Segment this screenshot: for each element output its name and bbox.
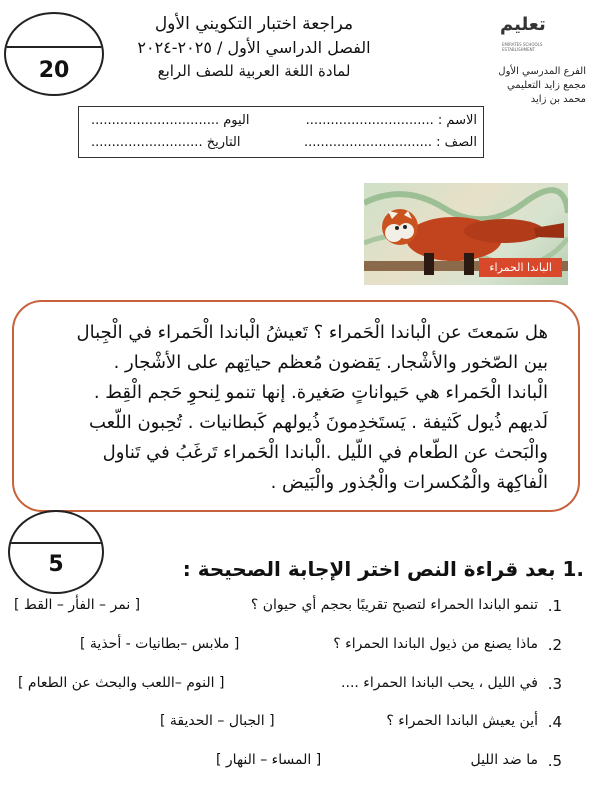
question-number: .2: [547, 636, 562, 654]
question-number: .5: [547, 752, 562, 770]
student-info-box: [78, 106, 484, 158]
school-logo: [490, 10, 600, 110]
reading-passage: [12, 300, 580, 512]
question-text: أين يعيش الباندا الحمراء ؟: [386, 713, 538, 729]
term-line: الفصل الدراسي الأول / ٢٠٢٥-٢٠٢٤: [137, 38, 371, 57]
logo-branch: الفرع المدرسي الأول: [498, 66, 586, 77]
passage-line: الْفاكِهة والْمُكسرات والْجُذور والْبَيض .: [270, 472, 548, 493]
passage-line: الْباندا الْحَمراء هي حَيواناتٍ صَغيرة. إنها تنمو لِنحوِ حَجم الْقِط .: [93, 382, 548, 403]
questions-title: .1 بعد قراءة النص اختر الإجابة الصحيحة :: [182, 557, 584, 581]
passage-line: هل سَمعتَ عن الْباندا الْحَمراء ؟ تَعيشُ الْباندا الْحَمراء في الْجِبال: [76, 322, 548, 343]
logo-complex: مجمع زايد التعليمي: [506, 80, 586, 91]
question-options[interactable]: [ المساء – النهار ]: [216, 752, 322, 768]
class-field[interactable]: الصف : ...............................: [303, 135, 477, 150]
question-options[interactable]: [ ملابس –بطانيات - أحذية ]: [80, 636, 240, 652]
passage-line: والْبَحث عن الطّعام في اللّيل .الْباندا الْحَمراء تَرغَبُ في تَناول: [102, 442, 548, 463]
subject-line: لمادة اللغة العربية للصف الرابع: [157, 62, 351, 80]
question-number: .4: [547, 713, 562, 731]
logo-subtitle: EMIRATES SCHOOLS ESTABLISHMENT: [502, 42, 543, 52]
question-options[interactable]: [ الجبال – الحديقة ]: [160, 713, 275, 729]
question-text: تنمو الباندا الحمراء لتصبح تقريبًا بحجم أي حيوان ؟: [250, 597, 538, 613]
red-panda-image: [364, 183, 568, 285]
page-title: مراجعة اختبار التكويني الأول: [154, 14, 354, 34]
score-circle-total: [4, 12, 104, 96]
total-score: 20: [38, 58, 70, 83]
logo-mark: تعليم: [500, 14, 546, 35]
question-text: ما ضد الليل: [470, 752, 538, 768]
score-divider: [10, 542, 102, 544]
section-score: 5: [48, 552, 64, 577]
question-item: [0, 752, 580, 774]
logo-name: محمد بن زايد: [530, 94, 586, 105]
passage-line: لَديهم ذُيول كَثيفة . يَستَخدِمونَ ذُيولهم كَبطانيات . تُحِبون اللّعب: [88, 412, 548, 433]
date-field[interactable]: التاريخ ...........................: [91, 135, 241, 150]
score-circle-section: [8, 510, 104, 594]
question-item: [0, 597, 580, 619]
question-options[interactable]: [ نمر – الفأر – القط ]: [14, 597, 141, 613]
day-field[interactable]: اليوم ...............................: [91, 113, 250, 128]
question-text: في الليل ، يحب الباندا الحمراء ....: [341, 675, 538, 691]
question-item: [0, 713, 580, 735]
passage-line: بين الصّخور والأشْجار. يَقضون مُعظم حياتِهم على الأشْجار .: [113, 352, 548, 373]
question-item: [0, 675, 580, 697]
question-number: .1: [547, 597, 562, 615]
score-divider: [6, 46, 102, 48]
image-caption: الباندا الحمراء: [479, 258, 562, 277]
question-item: [0, 636, 580, 658]
question-text: ماذا يصنع من ذيول الباندا الحمراء ؟: [333, 636, 538, 652]
question-number: .3: [547, 675, 562, 693]
question-options[interactable]: [ النوم –اللعب والبحث عن الطعام ]: [18, 675, 225, 691]
name-field[interactable]: الاسم : ...............................: [305, 113, 477, 128]
